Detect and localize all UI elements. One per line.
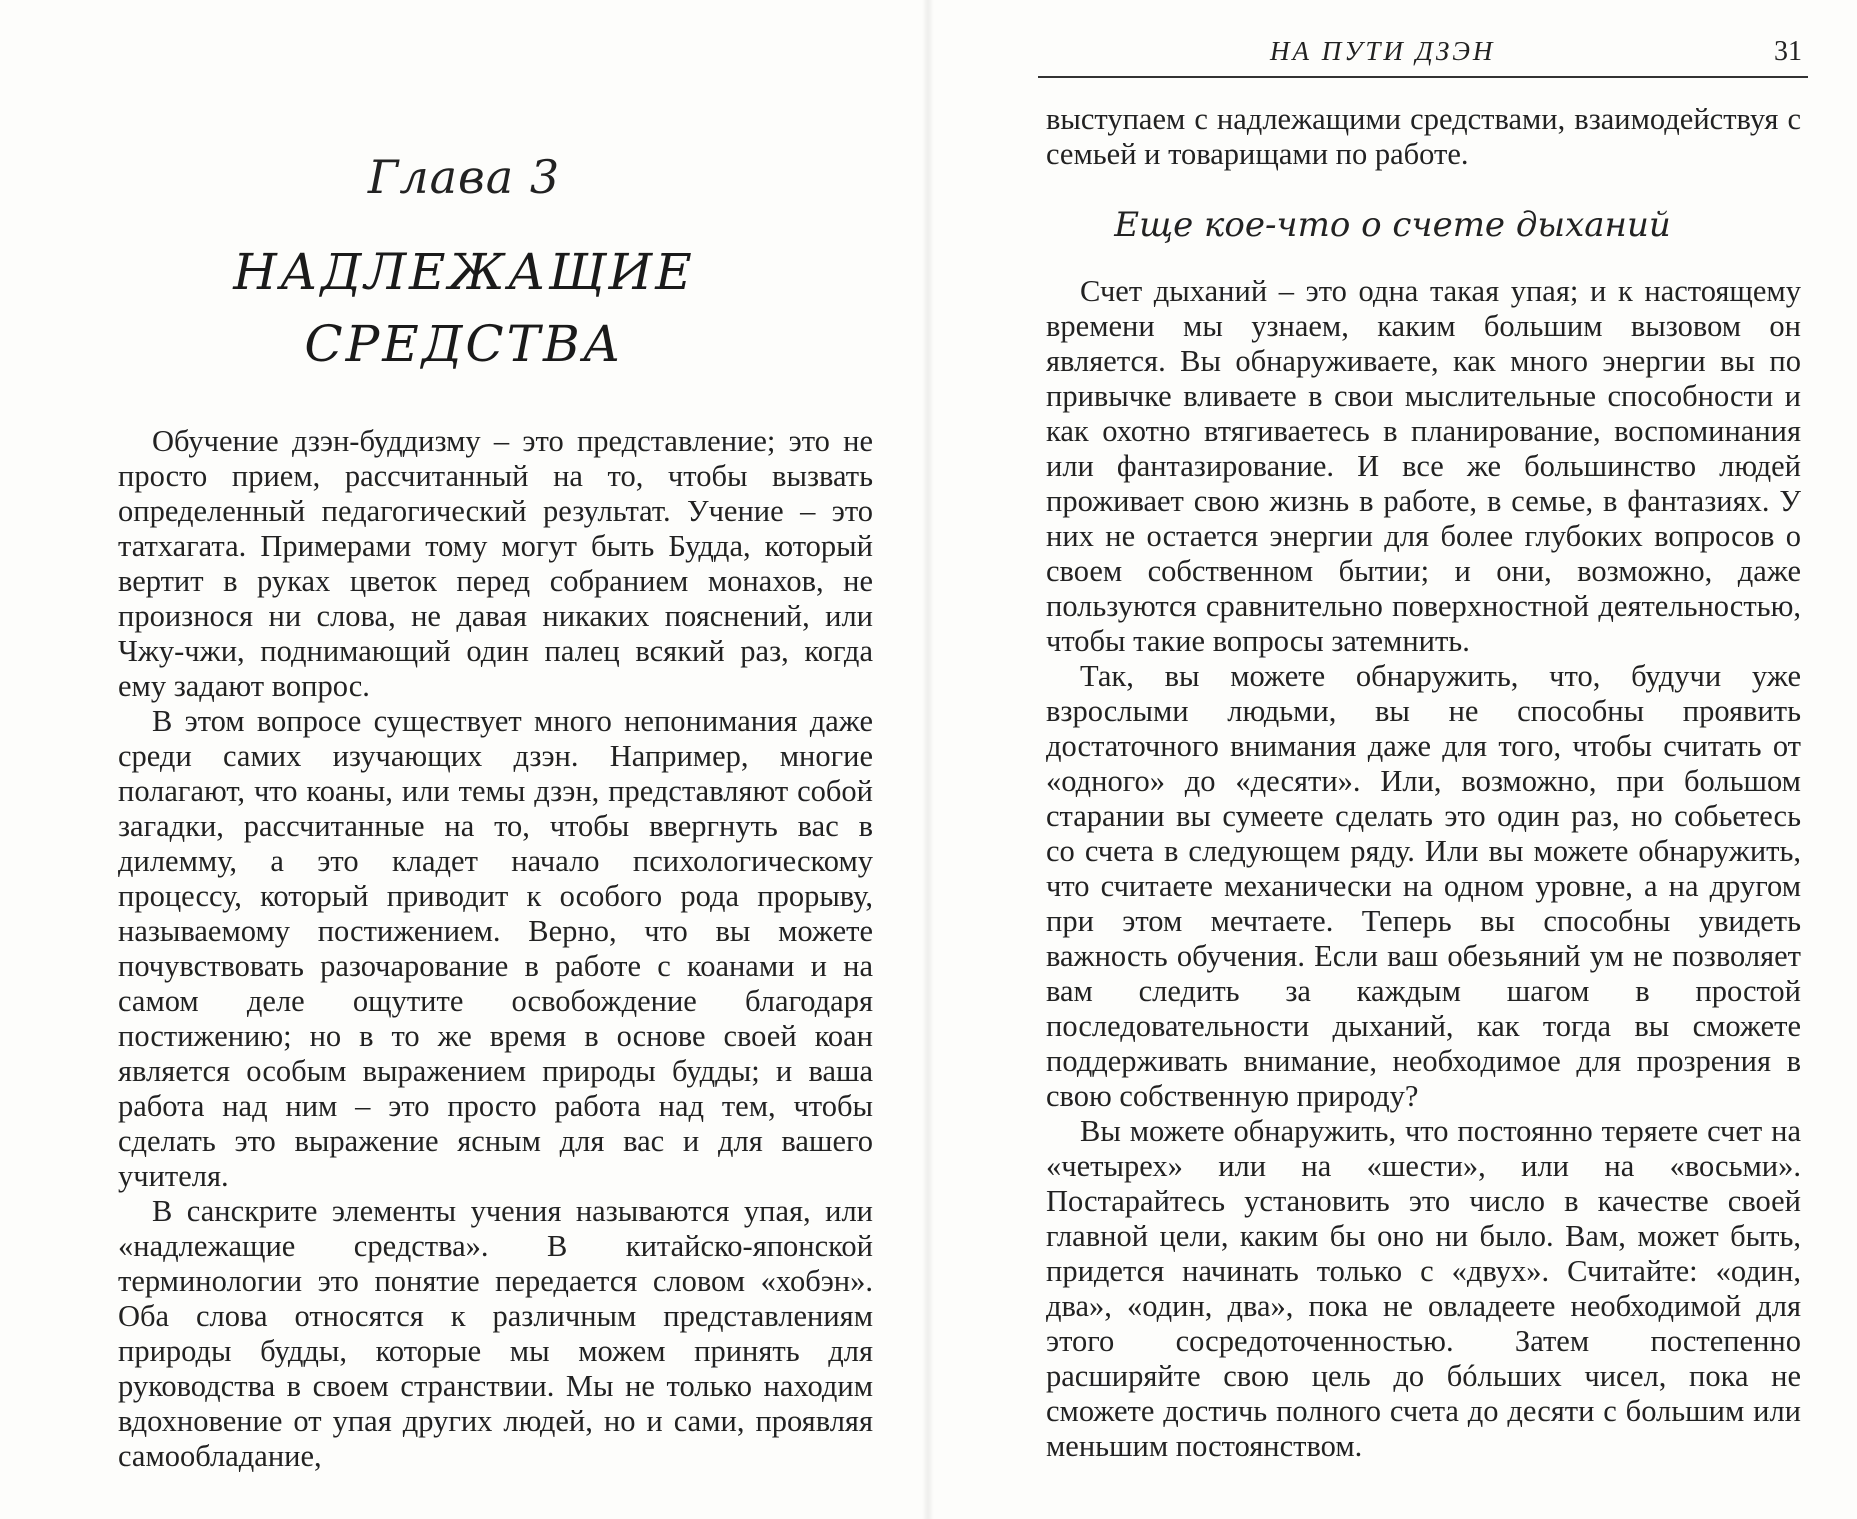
running-title: НА ПУТИ ДЗЭН bbox=[1270, 36, 1496, 66]
paragraph: Вы можете обнаружить, что постоянно теряете счет на «четырех» или на «шести», или на «восьми». Постарайтесь установить это число в качестве своей главной цели, каким бы оно ни было. Вам, может быть, придется начинать только с «двух». Считайте: «один, два», «один, два», пока не овладеете необходимой для этого сосредоточенностью. Затем постепенно расширяйте свою цель до бóльших чисел, пока не сможете достичь полного счета до десяти с большим или меньшим постоянством. bbox=[1046, 1114, 1801, 1463]
chapter-title bbox=[0, 236, 928, 380]
paragraph: Так, вы можете обнаружить, что, будучи уже взрослыми людьми, вы не способны проявить достаточного внимания даже для того, чтобы считать от «одного» до «десяти». Или, возможно, при большом старании вы сумеете сделать это один раз, но собьетесь со счета в следующем ряду. Или вы можете обнаружить, что считаете механически на одном уровне, а на другом при этом мечтаете. Теперь вы способны увидеть важность обучения. Если ваш обезьяний ум не позволяет вам следить за каждым шагом в простой последовательности дыханий, как тогда вы сможете поддерживать внимание, необходимое для прозрения в свою собственную природу? bbox=[1046, 659, 1801, 1113]
continuation-text bbox=[1046, 102, 1801, 172]
chapter-title-line-2: СРЕДСТВА bbox=[304, 315, 624, 373]
chapter-title-line-1: НАДЛЕЖАЩИЕ bbox=[233, 243, 695, 301]
paragraph-continuation: выступаем с надлежащими средствами, взаимодействуя с семьей и товарищами по работе. bbox=[1046, 102, 1801, 171]
left-page bbox=[0, 0, 928, 1519]
paragraph: Обучение дзэн-буддизму – это представление; это не просто прием, рассчитанный на то, чтобы вызвать определенный педагогический результат. Учение – это татхагата. Примерами тому могут быть Будда, который вертит в руках цветок перед собранием монахов, не произнося ни слова, не давая никаких пояснений, или Чжу-чжи, поднимающий один палец всякий раз, когда ему задают вопрос. bbox=[118, 424, 873, 703]
paragraph: Счет дыханий – это одна такая упая; и к настоящему времени мы узнаем, каким большим вызовом он является. Вы обнаруживаете, как много энергии вы по привычке вливаете в свои мыслительные способности и как охотно втягиваетесь в планирование, воспоминания или фантазирование. И все же большинство людей проживает свою жизнь в работе, в семье, в фантазиях. У них не остается энергии для более глубоких вопросов о своем собственном бытии; и они, возможно, даже пользуются сравнительно поверхностной деятельностью, чтобы такие вопросы затемнить. bbox=[1046, 274, 1801, 658]
paragraph: В этом вопросе существует много непонимания даже среди самих изучающих дзэн. Например, многие полагают, что коаны, или темы дзэн, представляют собой загадки, рассчитанные на то, чтобы ввергнуть вас в дилемму, а это кладет начало психологическому процессу, который приводит к особого рода прорыву, называемому постижением. Верно, что вы можете почувствовать разочарование в работе с коанами и на самом деле ощутите освобождение благодаря постижению; но в то же время в основе своей коан является особым выражением природы будды; и ваша работа над ним – это просто работа над тем, чтобы сделать это выражение ясным для вас и для вашего учителя. bbox=[118, 704, 873, 1193]
paragraph: В санскрите элементы учения называются упая, или «надлежащие средства». В китайско-японской терминологии это понятие передается словом «хобэн». Оба слова относятся к различным представлениям природы будды, которые мы можем принять для руководства в своем странствии. Мы не только находим вдохновение от упая других людей, но и сами, проявляя самообладание, bbox=[118, 1194, 873, 1473]
right-page bbox=[928, 0, 1857, 1519]
right-body-text bbox=[1046, 274, 1801, 1464]
left-body-text bbox=[118, 424, 873, 1474]
chapter-number: Глава 3 bbox=[367, 150, 561, 204]
running-head bbox=[1038, 34, 1808, 78]
section-heading: Еще кое-что о счете дыханий bbox=[1114, 205, 1671, 245]
page-number: 31 bbox=[1774, 36, 1802, 67]
